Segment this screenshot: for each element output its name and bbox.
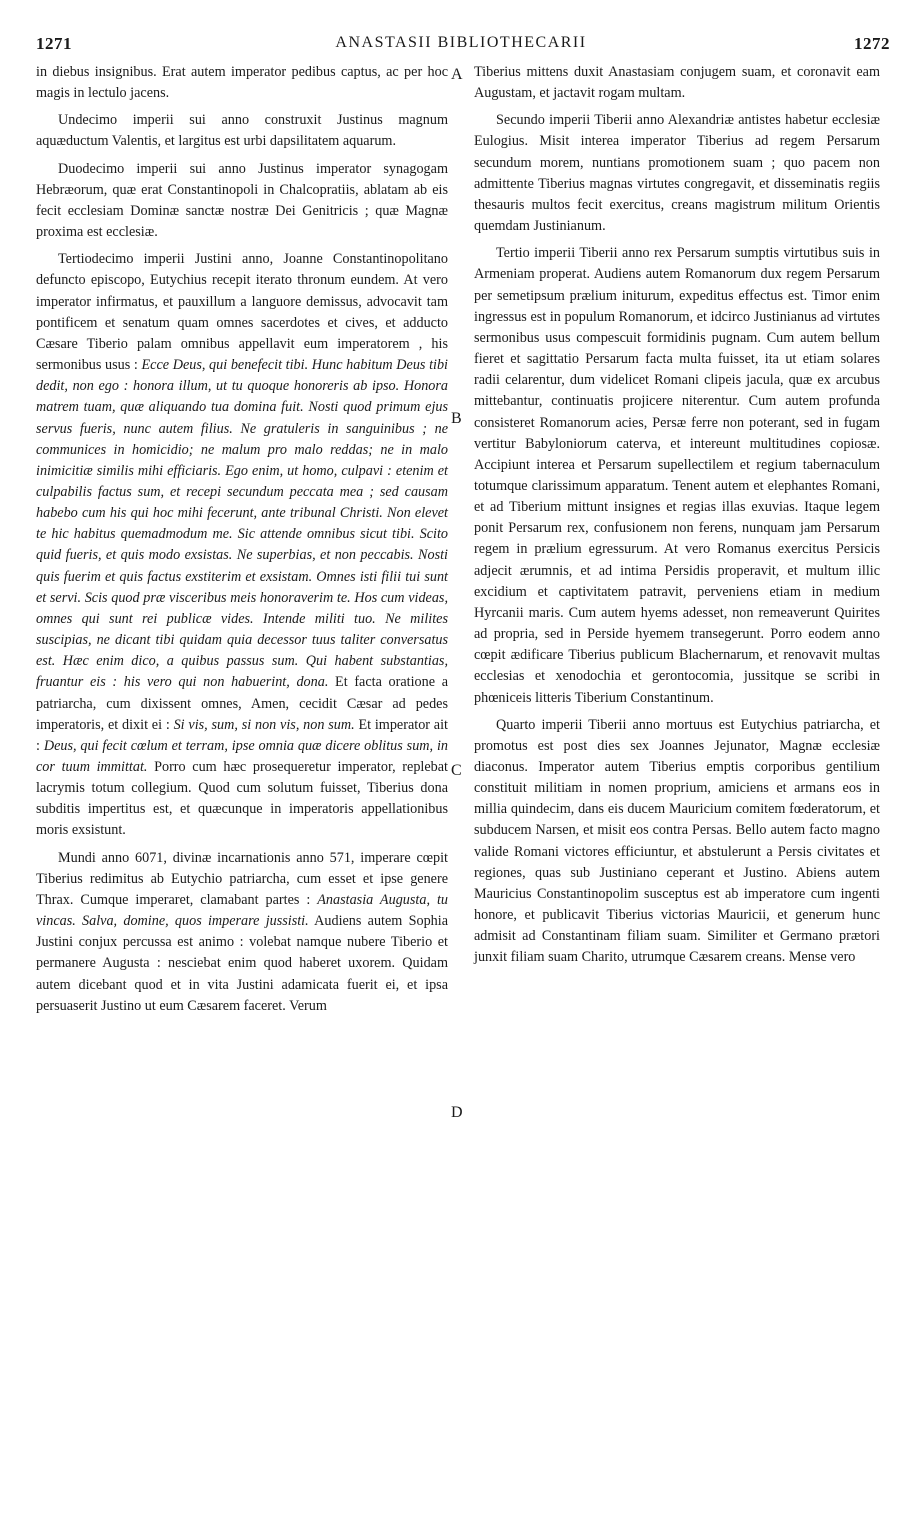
- italic-speech: Ecce Deus, qui benefecit tibi. Hunc habitum Deus tibi dedit, non ego : honora illum, ut tu quoque honoreris ab ipso. Honora matrem tuam, quæ aliquando tua domina fuit. Nosti quod primum ejus servus fueris, nunc autem filius. Ne gratuleris in sanguinibus ; ne communices in homicidio; ne malum pro malo reddas; ne in malo inimicitiæ similis mihi efficiaris. Ego enim, ut homo, culpavi : etenim et culpabilis factus sum, et recepi secundum peccata mea ; sed causam habebo cum his qui hoc mihi fecerunt, ante tribunal Christi. Non elevet te hic habitus quemadmodum me. Sic attende omnibus sicut tibi. Scito quid fueris, et quis modo exsistas. Ne superbias, et non peccabis. Nosti quis fuerim et quis factus exstiterim et exsistam. Omnes isti filii tui sunt et servi. Scis quod præ visceribus meis honoraverim te. Hos cum videas, omnes qui sunt rei publicæ vides. Intende militi tuo. Ne milites suscipias, ne dicant tibi quidam quia decessor tuus taliter conversatus est. Hæc enim dico, a quibus passus sum. Qui habent substantias, fruantur eis : his vero qui non habuerint, dona.: [36, 357, 448, 691]
- running-title: ANASTASII BIBLIOTHECARII: [335, 34, 587, 51]
- paragraph: Duodecimo imperii sui anno Justinus imperator synagogam Hebræorum, quæ erat Constantinopoli in Chalcopratiis, ablatam ab eis fecit ecclesiam Dominæ sanctæ nostræ Dei Genitricis ; quæ Magnæ proxima est ecclesiæ.: [36, 160, 448, 241]
- margin-marker-d: D: [451, 1104, 463, 1121]
- paragraph: [36, 249, 448, 841]
- left-column: [36, 62, 448, 1017]
- paragraph: Secundo imperii Tiberii anno Alexandriæ antistes habetur ecclesiæ Eulogius. Misit interea imperator Tiberius ad regem Persarum secundum morem, nuntians promotionem suam ; quo pacem non admittente Tiberius magnas virtutes congregavit, et disseminatis regiis thesauris multos fecit exercitus, creans magistrum militum Orientis quemdam Justinianum.: [474, 112, 880, 235]
- paragraph: Quarto imperii Tiberii anno mortuus est Eutychius patriarcha, et promotus est post dies sex Joannes Jejunator, Magnæ ecclesiæ diaconus. Imperator autem Tiberius emptis corporibus gentilium constituit militiam in nomen proprium, amiciens et armans eos in millia quindecim, dans eis ducem Mauricium comitem fœderatorum, et subducem Narsen, et misit eos contra Persas. Bello autem facto magno valide Romani victores efficiuntur, et abstulerunt a Persis civitates et regiones, quas sub Justiniano ceperant et Justino. Abiens autem Mauricius Constantinopolim susceptus est ab imperatore cum ingenti honore, et publicavit Tiberius victorias Mauricii, et generum hunc admisit ad Constantinam filiam suam. Similiter et Germano prætori junxit filiam suam Charito, utrumque Cæsarem creans. Mense vero: [474, 716, 880, 966]
- paragraph: in diebus insignibus. Erat autem imperator pedibus captus, ac per hoc magis in lectulo jacens.: [36, 64, 448, 102]
- margin-marker-b: B: [451, 410, 462, 427]
- text-run: Et facta oratione a patriarcha, cum dixissent omnes, Amen, cecidit Cæsar ad pedes imperatoris, et dixit ei :: [36, 674, 448, 733]
- text-run: Audiens autem Sophia Justini conjux percussa est animo : volebat namque nubere Tiberio et permanere Augusta : nesciebat enim quod haberet uxorem. Quidam autem dicebant quod et in vita Justini adamicata fuerit ei, et ipsa persuaserit Justino ut eum Cæsarem faceret. Verum: [36, 913, 448, 1014]
- text-run: Tertiodecimo imperii Justini anno, Joanne Constantinopolitano defuncto episcopo, Eutychius recepit iterato thronum eundem. At vero imperator infirmatus, et pauxillum a languore demissus, advocavit tam pontificem et senatum quam omnes sacerdotes et cives, et adducto Cæsare Tiberio palam omnibus appellavit eum imperatorem , his sermonibus usus :: [36, 251, 448, 374]
- italic-acclamation: Anastasia Augusta, tu vincas. Salva, domine, quos imperare jussisti.: [36, 891, 448, 930]
- italic-speech: Si vis, sum, si non vis, non sum.: [173, 716, 355, 733]
- paragraph: Undecimo imperii sui anno construxit Justinus magnum aquæductum Valentis, et largitus est urbi dapsilitatem aquarum.: [36, 112, 448, 150]
- margin-marker-c: C: [451, 762, 462, 779]
- page-number-right: 1272: [854, 34, 890, 53]
- paragraph: Tertio imperii Tiberii anno rex Persarum sumptis virtutibus suis in Armeniam properat. Audiens autem Romanorum dux regem Persarum per semetipsum prælium initurum, expeditus effectus est. Timor enim ingressus est in populum Romanorum, et idcirco Justinianus ad virtutes sermonibus usus compescuit formidinis pugnam. Cum autem bellum fieret et sagittatio Persarum facta multa fuisset, ita ut etiam solares radii celarentur, dum videlicet Romani clipeis jacula, quæ ex arcubus mittebantur, continuatis projicere niterentur. Cum autem profunda consisteret Romanorum acies, Persæ ferre non poterant, sed in fugam vertitur Babyloniorum caterva, et intereunt multitudines copiosæ. Accipiunt interea et Persarum supellectilem et regium tabernaculum totumque clarissimum apparatum. Tenent autem et elephantes Romani, et ad Tiberium mittunt insignes et regias illas exuvias. Itaque legem ponit Persarum rex, confusionem non ferens, nunquam jam Persarum regem in prælium egressurum. At vero Romanus exercitus Persicis adjecit ærumnis, et ad intima Persidis properavit, et multum illic excidium et captivitatem patravit, perveniens etiam in medium Hyrcanii maris. Cum autem hyems adesset, non remeaverunt Quirites ad propria, sed in Perside hyemem transegerunt. Porro eodem anno cœpit ædificare Tiberius publicum Blachernarum, et renovavit multas ecclesias et xenodochia et gerontocomia, jussitque se scribi in phœniceis litteris Tiberium Constantinum.: [474, 245, 880, 706]
- italic-speech: Deus, qui fecit cœlum et terram, ipse omnia quæ dicere oblitus sum, in cor tuum immittat.: [36, 737, 448, 775]
- page-number-left: 1271: [36, 34, 72, 53]
- text-run: Et imperator ait :: [36, 716, 448, 754]
- margin-marker-a: A: [451, 66, 463, 83]
- text-run: Mundi anno 6071, divinæ incarnationis anno 571, imperare cœpit Tiberius redimitus ab Eutychio patriarcha, cum esset et ipse genere Thrax. Cumque imperaret, clamabant partes :: [36, 849, 448, 908]
- right-column: [474, 62, 880, 969]
- paragraph: Tiberius mittens duxit Anastasiam conjugem suam, et coronavit eam Augustam, et jactavit rogam multam.: [474, 64, 880, 102]
- paragraph: [36, 848, 448, 1017]
- text-run: Porro cum hæc prosequeretur imperator, replebat lacrymis totum collegium. Quod cum solutum fuisset, Tiberius dona subditis impertitus est, et quæcunque in imperatoris appellationibus moris exsistunt.: [36, 759, 448, 839]
